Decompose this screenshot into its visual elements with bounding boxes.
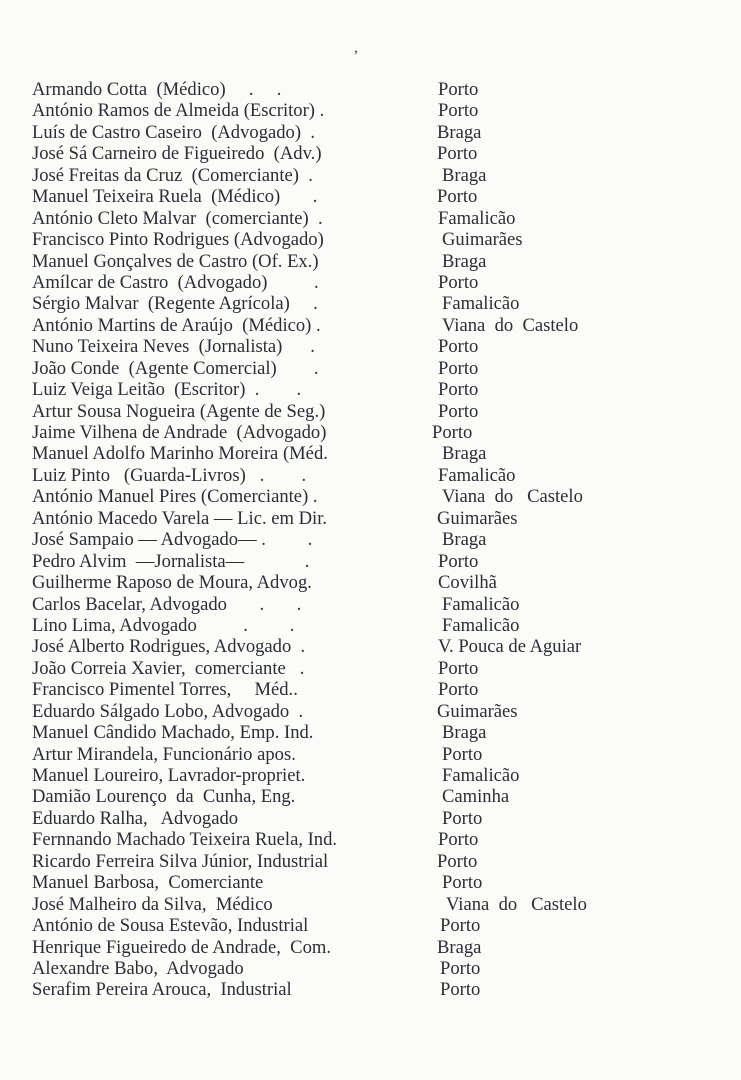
person-name: Luís de Castro Caseiro (Advogado) . [32, 121, 315, 143]
place-name: Porto [440, 957, 481, 979]
person-name: Manuel Barbosa, Comerciante [32, 872, 264, 894]
person-name: Lino Lima, Advogado . . [32, 614, 295, 636]
list-item [32, 401, 712, 422]
list-item [32, 422, 712, 443]
list-item [32, 679, 712, 700]
person-name: Pedro Alvim —Jornalista— . [32, 550, 310, 572]
list-item [32, 958, 712, 979]
place-name: Caminha [442, 786, 510, 808]
person-name: Artur Sousa Nogueira (Agente de Seg.) [32, 400, 326, 422]
place-name: Guimarães [437, 507, 518, 529]
place-name: Viana do Castelo [446, 893, 587, 915]
person-name: Amílcar de Castro (Advogado) . [32, 271, 319, 293]
list-item [32, 722, 712, 743]
person-name: Eduardo Sálgado Lobo, Advogado . [32, 700, 304, 722]
list-item [32, 636, 712, 657]
place-name: Famalicão [442, 593, 520, 615]
list-item [32, 979, 712, 1000]
list-item [32, 872, 712, 893]
place-name: Porto [438, 100, 479, 122]
person-name: Luiz Veiga Leitão (Escritor) . . [32, 379, 302, 401]
person-name: Luiz Pinto (Guarda-Livros) . . [32, 464, 307, 486]
person-name: Serafim Pereira Arouca, Industrial [32, 979, 292, 1001]
place-name: Porto [440, 979, 481, 1001]
person-name: Nuno Teixeira Neves (Jornalista) . [32, 336, 315, 358]
place-name: Porto [440, 915, 481, 937]
place-name: Porto [437, 143, 478, 165]
list-item [32, 143, 712, 164]
list-item [32, 765, 712, 786]
list-item [32, 443, 712, 464]
place-name: Braga [442, 250, 487, 272]
list-item [32, 529, 712, 550]
place-name: Viana do Castelo [442, 486, 583, 508]
person-name: Manuel Gonçalves de Castro (Of. Ex.) [32, 250, 319, 272]
place-name: Porto [442, 807, 483, 829]
place-name: Covilhã [438, 572, 497, 594]
person-name: Fernnando Machado Teixeira Ruela, Ind. [32, 829, 338, 851]
person-name: Carlos Bacelar, Advogado . . [32, 593, 302, 615]
person-name: Sérgio Malvar (Regente Agrícola) . [32, 293, 318, 315]
person-name: José Alberto Rodrigues, Advogado . [32, 636, 306, 658]
person-name: Damião Lourenço da Cunha, Eng. [32, 786, 296, 808]
place-name: Braga [442, 529, 487, 551]
place-name: Porto [437, 850, 478, 872]
list-item [32, 315, 712, 336]
place-name: Famalicão [442, 765, 520, 786]
place-name: Guimarães [437, 700, 518, 722]
person-name: Eduardo Ralha, Advogado [32, 807, 239, 829]
list-item [32, 122, 712, 143]
person-name: Manuel Cândido Machado, Emp. Ind. [32, 722, 314, 744]
place-name: Porto [438, 550, 479, 572]
place-name: V. Pouca de Aguiar [438, 636, 582, 658]
place-name: Porto [438, 271, 479, 293]
list-item [32, 465, 712, 486]
person-name: António Manuel Pires (Comerciante) . [32, 486, 318, 508]
person-name: Francisco Pinto Rodrigues (Advogado) [32, 229, 324, 251]
list-item [32, 786, 712, 807]
place-name: Braga [442, 164, 487, 186]
list-item [32, 165, 712, 186]
person-name: João Correia Xavier, comerciante . [32, 657, 305, 679]
place-name: Braga [442, 443, 487, 465]
person-name: Artur Mirandela, Funcionário apos. [32, 743, 296, 765]
list-item [32, 508, 712, 529]
person-name: José Sampaio — Advogado— . . [32, 529, 313, 551]
list-item [32, 808, 712, 829]
list-item [32, 358, 712, 379]
list-item [32, 615, 712, 636]
list-item [32, 937, 712, 958]
list-item [32, 851, 712, 872]
place-name: Porto [438, 336, 479, 358]
list-item [32, 208, 712, 229]
list-item [32, 186, 712, 207]
person-name: José Freitas da Cruz (Comerciante) . [32, 164, 313, 186]
person-name: António Martins de Araújo (Médico) . [32, 314, 321, 336]
person-name: António de Sousa Estevão, Industrial [32, 915, 309, 937]
place-name: Porto [438, 79, 479, 100]
person-name: Manuel Adolfo Marinho Moreira (Méd. [32, 443, 328, 465]
list-item [32, 894, 712, 915]
list-item [32, 551, 712, 572]
place-name: Braga [437, 936, 482, 958]
place-name: Porto [438, 829, 479, 851]
list-item [32, 829, 712, 850]
place-name: Porto [438, 400, 479, 422]
scan-speck: , [354, 39, 358, 56]
person-name: Jaime Vilhena de Andrade (Advogado) [32, 422, 327, 443]
place-name: Porto [438, 679, 479, 701]
place-name: Porto [442, 743, 483, 765]
list-item [32, 293, 712, 314]
list-item [32, 594, 712, 615]
list-item [32, 79, 712, 100]
place-name: Famalicão [438, 464, 516, 486]
list-item [32, 744, 712, 765]
person-name: Armando Cotta (Médico) . . [32, 79, 282, 100]
person-name: José Sá Carneiro de Figueiredo (Adv.) [32, 143, 322, 165]
list-item [32, 336, 712, 357]
list-item [32, 272, 712, 293]
place-name: Braga [437, 121, 482, 143]
place-name: Viana do Castelo [442, 314, 579, 336]
name-place-list [32, 79, 712, 1001]
person-name: Henrique Figueiredo de Andrade, Com. [32, 936, 331, 958]
person-name: Francisco Pimentel Torres, Méd.. [32, 679, 298, 701]
list-item [32, 251, 712, 272]
list-item [32, 379, 712, 400]
list-item [32, 915, 712, 936]
person-name: António Ramos de Almeida (Escritor) . [32, 100, 325, 122]
person-name: José Malheiro da Silva, Médico [32, 893, 273, 915]
place-name: Porto [438, 357, 479, 379]
person-name: Alexandre Babo, Advogado [32, 957, 244, 979]
list-item [32, 658, 712, 679]
list-item [32, 486, 712, 507]
place-name: Braga [442, 722, 487, 744]
person-name: João Conde (Agente Comercial) . [32, 357, 319, 379]
person-name: Guilherme Raposo de Moura, Advog. [32, 572, 312, 594]
person-name: Manuel Loureiro, Lavrador-propriet. [32, 765, 306, 786]
person-name: Manuel Teixeira Ruela (Médico) . [32, 186, 318, 208]
place-name: Guimarães [442, 229, 523, 251]
place-name: Famalicão [442, 614, 520, 636]
person-name: António Cleto Malvar (comerciante) . [32, 207, 323, 229]
list-item [32, 572, 712, 593]
list-item [32, 701, 712, 722]
place-name: Porto [437, 186, 478, 208]
list-item [32, 100, 712, 121]
person-name: Ricardo Ferreira Silva Júnior, Industrial [32, 850, 329, 872]
list-item [32, 229, 712, 250]
person-name: António Macedo Varela — Lic. em Dir. [32, 507, 328, 529]
place-name: Porto [442, 872, 483, 894]
place-name: Famalicão [438, 207, 516, 229]
place-name: Porto [432, 422, 473, 443]
place-name: Porto [438, 657, 479, 679]
place-name: Famalicão [442, 293, 520, 315]
place-name: Porto [438, 379, 479, 401]
